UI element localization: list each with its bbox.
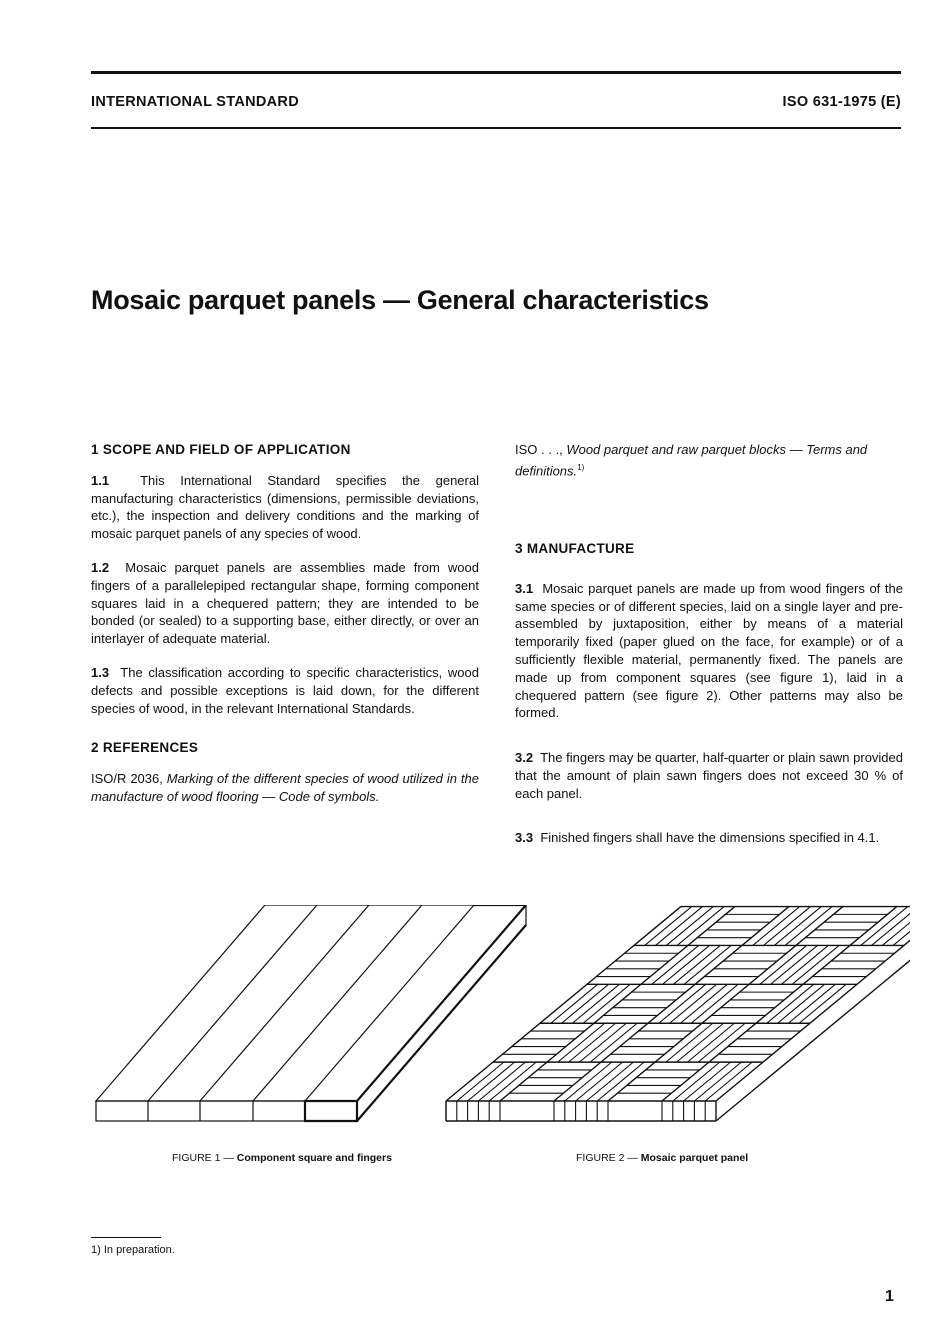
para-text: This International Standard specifies the general manufacturing characteristics (dimensions, permissible deviations, etc.), the inspection and delivery conditions and the marking of mosaic parquet panels of any species of wood.: [91, 472, 479, 542]
para-text: Mosaic parquet panels are assemblies made from wood fingers of a parallelepiped rectangular shape, forming component squares laid in a chequered pattern; they are intended to be bonded (or sealed) to a supporting base, either directly, or over an interlayer of adequate material.: [91, 559, 479, 647]
figure-1-caption: [172, 1152, 392, 1164]
figure-2-drawing: [440, 905, 910, 1125]
reference-iso-terms: [515, 441, 903, 480]
right-column: [515, 441, 903, 847]
footnote: 1) In preparation.: [91, 1244, 175, 1256]
para-number: 3.3: [515, 830, 534, 846]
reference-code: ISO/R 2036,: [91, 771, 163, 787]
figure-1-front-face: [96, 1101, 357, 1121]
figure-2-grid-line: [716, 907, 910, 1101]
para-number: 1.1: [91, 472, 110, 488]
figure-2-caption: [576, 1152, 748, 1164]
left-column: [91, 441, 479, 806]
para-3-2: [515, 749, 903, 802]
para-3-3: [515, 829, 903, 847]
para-text: The classification according to specific characteristics, wood defects and possible exceptions is laid down, for the different species of wood, in the relevant International Standards.: [91, 664, 479, 716]
para-1-3: [91, 664, 479, 717]
para-number: 1.3: [91, 664, 110, 680]
figure-2-grid-line: [554, 907, 789, 1101]
figure-2-grid-line: [662, 907, 897, 1101]
figure-2-grid-line: [446, 907, 681, 1101]
para-text: The fingers may be quarter, half-quarter or plain sawn provided that the amount of plain sawn fingers does not exceed 30 % of each panel.: [515, 750, 903, 801]
figure-1-finger-line: [200, 905, 369, 1101]
figure-1-highlighted-finger: [305, 1101, 357, 1121]
header-left: INTERNATIONAL STANDARD: [91, 94, 299, 110]
figure-1-title: Component square and fingers: [236, 1152, 392, 1164]
section-1-heading: 1 SCOPE AND FIELD OF APPLICATION: [91, 442, 351, 457]
header-top-rule: [91, 71, 901, 74]
figure-2-label: FIGURE 2 —: [576, 1152, 638, 1164]
section-2-heading: 2 REFERENCES: [91, 740, 199, 756]
reference-iso-r-2036: [91, 770, 479, 806]
figure-1-finger-line: [148, 905, 317, 1101]
header-bottom-rule: [91, 127, 901, 129]
figure-2-grid-line: [500, 907, 735, 1101]
para-3-1: [515, 580, 903, 722]
para-number: 3.1: [515, 580, 534, 596]
section-3-heading: 3 MANUFACTURE: [515, 540, 635, 556]
para-text: Mosaic parquet panels are made up from wood fingers of the same species or of different species, laid on a single layer and pre-assembled by juxtaposition, either by means of a material temporarily fixed (paper glued on the face, for example) or of a sufficiently flexible material, permanently fixed. The panels are made up from component squares (see figure 1), laid in a chequered pattern (see figure 2). Other patterns may also be formed.: [515, 580, 903, 721]
header-right: ISO 631-1975 (E): [782, 94, 901, 110]
page-number: 1: [885, 1288, 894, 1305]
reference-code: ISO . . .,: [515, 442, 563, 457]
figure-1-label: FIGURE 1 —: [172, 1152, 234, 1164]
footnote-rule: [91, 1237, 161, 1238]
reference-title: Marking of the different species of wood utilized in the manufacture of wood flooring — Code of symbols.: [91, 771, 479, 804]
para-1-2: [91, 559, 479, 648]
figure-2-finger-line: [882, 907, 910, 946]
footnote-marker: 1): [577, 462, 585, 472]
para-number: 1.2: [91, 559, 110, 575]
figure-2-title: Mosaic parquet panel: [640, 1152, 749, 1164]
figure-2-grid-line: [608, 907, 843, 1101]
document-title: Mosaic parquet panels — General characteristics: [91, 285, 709, 315]
reference-title: Wood parquet and raw parquet blocks — Terms and definitions.: [515, 442, 868, 479]
para-1-1: [91, 472, 479, 543]
para-text: Finished fingers shall have the dimensions specified in 4.1.: [540, 830, 880, 846]
para-number: 3.2: [515, 750, 534, 766]
figure-1-finger-line: [253, 905, 422, 1101]
